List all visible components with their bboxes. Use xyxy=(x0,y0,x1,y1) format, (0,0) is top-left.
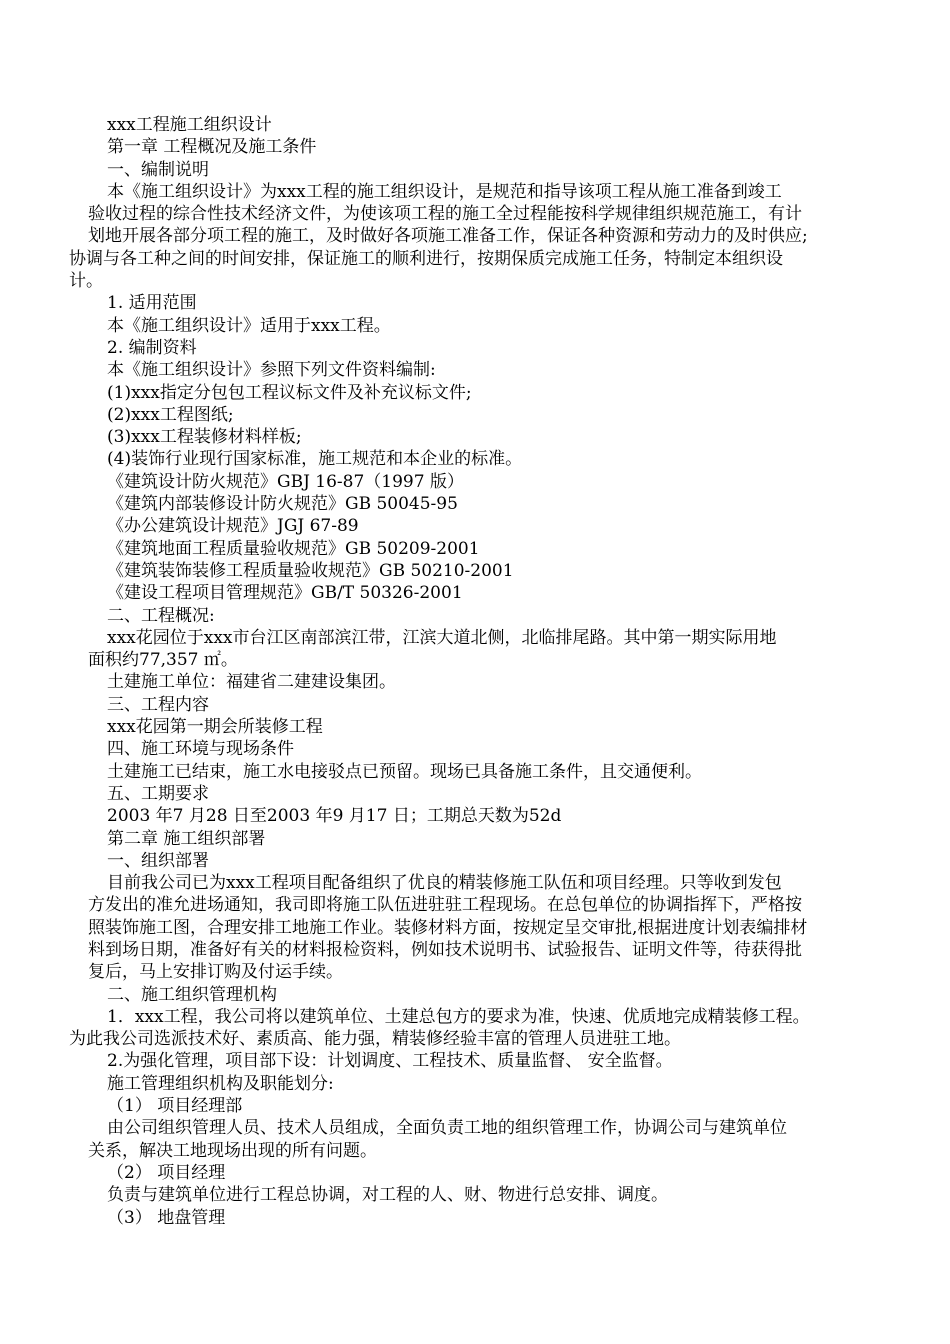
standard-reference: 《建筑内部装修设计防火规范》GB 50045-95 xyxy=(107,494,458,515)
paragraph-line: 2.为强化管理，项目部下设：计划调度、工程技术、质量监督、 安全监督。 xyxy=(107,1051,673,1072)
section-heading: 三、工程内容 xyxy=(107,694,209,715)
paragraph-line: 本《施工组织设计》参照下列文件资料编制: xyxy=(107,360,436,381)
section-heading: 二、工程概况: xyxy=(107,605,215,626)
paragraph-line: 照装饰施工图，合理安排工地施工作业。装修材料方面，按规定呈交审批,根据进度计划表编排材 xyxy=(88,917,808,938)
section-heading: 四、施工环境与现场条件 xyxy=(107,739,294,760)
paragraph-line: 面积约77,357 ㎡。 xyxy=(88,650,238,671)
paragraph-line: 目前我公司已为xxx工程项目配备组织了优良的精装修施工队伍和项目经理。只等收到发包 xyxy=(107,873,782,894)
paragraph-line: xxx花园第一期会所装修工程 xyxy=(107,717,323,738)
list-item: (3)xxx工程装修材料样板; xyxy=(107,427,302,448)
document-page xyxy=(0,114,950,1229)
chapter-heading: 第二章 施工组织部署 xyxy=(107,828,266,849)
paragraph-line: 土建施工已结束，施工水电接驳点已预留。现场已具备施工条件，且交通便利。 xyxy=(107,761,702,782)
standard-reference: 《建筑装饰装修工程质量验收规范》GB 50210-2001 xyxy=(107,560,514,581)
paragraph-line: 本《施工组织设计》适用于xxx工程。 xyxy=(107,315,391,336)
standard-reference: 《建筑设计防火规范》GBJ 16-87（1997 版） xyxy=(107,471,464,492)
paragraph-line: xxx花园位于xxx市台江区南部滨江带，江滨大道北侧，北临排尾路。其中第一期实际用地 xyxy=(107,627,777,648)
standard-reference: 《建设工程项目管理规范》GB/T 50326-2001 xyxy=(107,583,463,604)
paragraph-line: 料到场日期，准备好有关的材料报检资料，例如技术说明书、试验报告、证明文件等，待获得批 xyxy=(88,939,802,960)
subsection-heading: （1） 项目经理部 xyxy=(107,1096,243,1117)
standard-reference: 《建筑地面工程质量验收规范》GB 50209-2001 xyxy=(107,538,480,559)
section-heading: 一、组织部署 xyxy=(107,850,209,871)
list-item: (2)xxx工程图纸; xyxy=(107,404,234,425)
subsection-heading: （3） 地盘管理 xyxy=(107,1207,226,1228)
paragraph-line: 复后，马上安排订购及付运手续。 xyxy=(88,962,343,983)
section-heading: 二、施工组织管理机构 xyxy=(107,984,277,1005)
paragraph-line: 为此我公司选派技术好、素质高、能力强，精装修经验丰富的管理人员进驻工地。 xyxy=(69,1029,681,1050)
section-heading: 五、工期要求 xyxy=(107,783,209,804)
paragraph-line: 关系，解决工地现场出现的所有问题。 xyxy=(88,1140,377,1161)
paragraph-line: 土建施工单位：福建省二建建设集团。 xyxy=(107,672,396,693)
paragraph-line: 方发出的准允进场通知，我司即将施工队伍进驻驻工程现场。在总包单位的协调指挥下，严格按 xyxy=(88,895,802,916)
chapter-heading: 第一章 工程概况及施工条件 xyxy=(107,137,317,158)
list-item: (4)装饰行业现行国家标准，施工规范和本企业的标准。 xyxy=(107,449,523,470)
list-item: (1)xxx指定分包包工程议标文件及补充议标文件; xyxy=(107,382,472,403)
subsection-heading: 1. 适用范围 xyxy=(107,293,197,314)
paragraph-line: 施工管理组织机构及职能划分: xyxy=(107,1073,334,1094)
paragraph-line: 2003 年7 月28 日至2003 年9 月17 日；工期总天数为52d xyxy=(107,806,562,827)
paragraph-line: 本《施工组织设计》为xxx工程的施工组织设计，是规范和指导该项工程从施工准备到竣工 xyxy=(107,181,782,202)
paragraph-line: 验收过程的综合性技术经济文件，为使该项工程的施工全过程能按科学规律组织规范施工，有计 xyxy=(88,204,802,225)
paragraph-line: 负责与建筑单位进行工程总协调，对工程的人、财、物进行总安排、调度。 xyxy=(107,1185,668,1206)
doc-title: xxx工程施工组织设计 xyxy=(107,115,272,135)
section-heading: 一、编制说明 xyxy=(107,159,209,180)
paragraph-line: 计。 xyxy=(69,271,103,292)
paragraph-line: 协调与各工种之间的时间安排，保证施工的顺利进行，按期保质完成施工任务，特制定本组织设 xyxy=(69,248,783,269)
paragraph-line: 由公司组织管理人员、技术人员组成，全面负责工地的组织管理工作，协调公司与建筑单位 xyxy=(107,1118,787,1139)
subsection-heading: 2. 编制资料 xyxy=(107,337,197,358)
paragraph-line: 1．xxx工程，我公司将以建筑单位、土建总包方的要求为准，快速、优质地完成精装修工程。 xyxy=(107,1006,810,1027)
paragraph-line: 划地开展各部分项工程的施工，及时做好各项施工准备工作，保证各种资源和劳动力的及时供应; xyxy=(88,226,808,247)
subsection-heading: （2） 项目经理 xyxy=(107,1162,226,1183)
standard-reference: 《办公建筑设计规范》JGJ 67-89 xyxy=(107,516,359,537)
